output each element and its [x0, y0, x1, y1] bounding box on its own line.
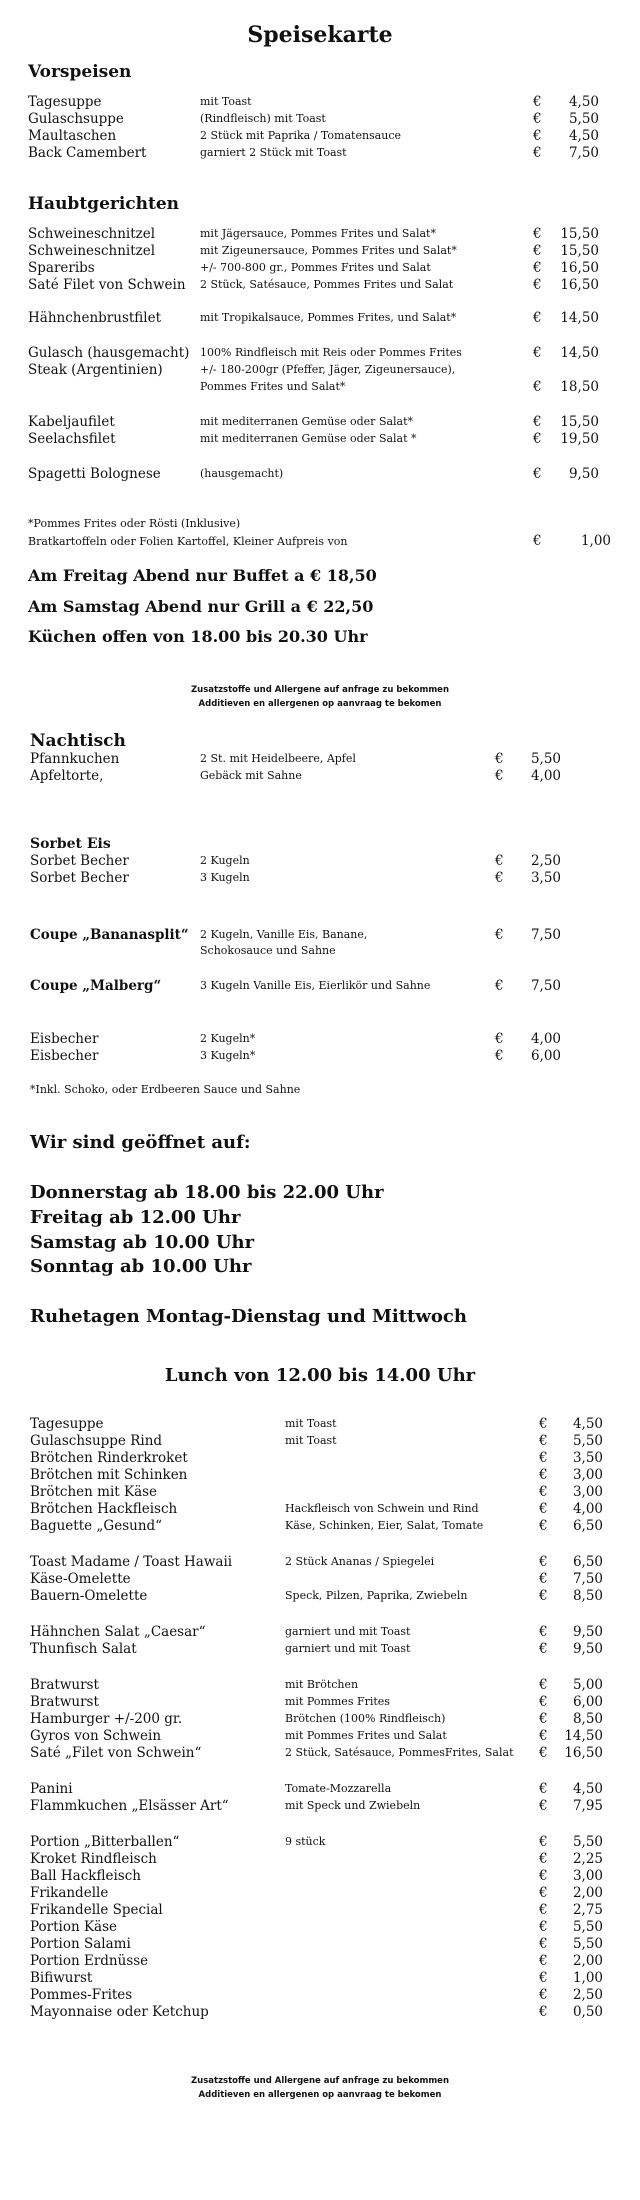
special-saturday: Am Samstag Abend nur Grill a € 22,50 [28, 597, 374, 616]
menu-item-row [28, 431, 603, 449]
menu-item-row [30, 1484, 607, 1502]
allergen-note-de: Zusatzstoffe und Allergene auf anfrage zu bekommen [191, 685, 449, 695]
item-desc: mit mediterranen Gemüse oder Salat* [200, 415, 414, 428]
currency-sign: € [533, 226, 542, 242]
currency-sign: € [495, 978, 504, 994]
price: 2,50 [572, 1987, 603, 2003]
currency-sign: € [539, 1987, 548, 2003]
currency-sign: € [533, 310, 542, 326]
item-name: Panini [30, 1781, 73, 1797]
item-desc: 3 Kugeln* [200, 1049, 256, 1062]
price: 3,50 [530, 870, 561, 886]
item-desc: mit Pommes Frites und Salat [285, 1729, 447, 1742]
dessert-heading: Nachtisch [30, 731, 126, 751]
item-desc: 2 Stück Ananas / Spiegelei [285, 1555, 435, 1568]
kitchen-hours: Küchen offen von 18.00 bis 20.30 Uhr [28, 627, 368, 646]
menu-item-row [30, 1501, 607, 1519]
special-friday: Am Freitag Abend nur Buffet a € 18,50 [28, 566, 377, 585]
item-desc: mit Toast [285, 1434, 337, 1447]
currency-sign: € [533, 379, 542, 395]
item-desc: mit Speck und Zwiebeln [285, 1799, 421, 1812]
currency-sign: € [539, 1919, 548, 1935]
menu-item-row [28, 466, 603, 484]
mains-note: *Pommes Frites oder Rösti (Inklusive) [28, 517, 241, 530]
item-desc: (Rindfleisch) mit Toast [200, 112, 326, 125]
menu-item-row [30, 1781, 607, 1799]
item-desc: 100% Rindfleisch mit Reis oder Pommes Frites [200, 346, 462, 359]
currency-sign: € [539, 1677, 548, 1693]
menu-item-row [30, 1031, 565, 1049]
item-desc: Käse, Schinken, Eier, Salat, Tomate [285, 1519, 484, 1532]
menu-item-row [30, 1919, 607, 1937]
price: 5,00 [572, 1677, 603, 1693]
price: 6,50 [572, 1554, 603, 1570]
currency-sign: € [539, 1745, 548, 1761]
item-desc: +/- 180-200gr (Pfeffer, Jäger, Zigeunersauce), [200, 363, 456, 376]
price: 4,50 [568, 128, 599, 144]
price: 3,00 [572, 1868, 603, 1884]
item-name: Brötchen Rinderkroket [30, 1450, 188, 1466]
item-name: Gulasch (hausgemacht) [28, 345, 190, 361]
mains-heading: Haubtgerichten [28, 194, 180, 214]
currency-sign: € [533, 128, 542, 144]
item-name: Baguette „Gesund“ [30, 1518, 163, 1534]
price: 4,50 [572, 1781, 603, 1797]
item-name: Bratwurst [30, 1694, 99, 1710]
menu-item-row [30, 1450, 607, 1468]
sorbet-heading: Sorbet Eis [30, 836, 111, 852]
item-desc: mit Jägersauce, Pommes Frites und Salat* [200, 227, 436, 240]
allergen-note-nl-bottom: Additieven en allergenen op aanvraag te bekomen [198, 2090, 442, 2100]
price: 2,00 [572, 1953, 603, 1969]
menu-item-row [30, 1433, 607, 1451]
menu-item-row [30, 1728, 607, 1746]
currency-sign: € [539, 1781, 548, 1797]
currency-sign: € [539, 1953, 548, 1969]
currency-sign: € [539, 1433, 548, 1449]
price: 15,50 [560, 226, 599, 242]
menu-item-row [28, 145, 603, 163]
currency-sign: € [533, 243, 542, 259]
currency-sign: € [539, 1641, 548, 1657]
menu-item-row [30, 1902, 607, 1920]
currency-sign: € [539, 1728, 548, 1744]
item-desc: mit Brötchen [285, 1678, 359, 1691]
currency-sign: € [539, 1834, 548, 1850]
currency-sign: € [539, 1624, 548, 1640]
menu-item-row [28, 260, 603, 278]
item-desc: 2 Kugeln* [200, 1032, 256, 1045]
menu-item-row [30, 2004, 607, 2022]
item-name: Brötchen mit Schinken [30, 1467, 188, 1483]
menu-item-row [30, 1677, 607, 1695]
item-name: Portion „Bitterballen“ [30, 1834, 180, 1850]
menu-item-row [30, 1624, 607, 1642]
item-desc: 2 Stück mit Paprika / Tomatensauce [200, 129, 401, 142]
price: 7,50 [572, 1571, 603, 1587]
item-name: Pommes-Frites [30, 1987, 133, 2003]
item-name: Seelachsfilet [28, 431, 116, 447]
price: 2,00 [572, 1885, 603, 1901]
lunch-heading: Lunch von 12.00 bis 14.00 Uhr [164, 1365, 476, 1386]
menu-item-row [28, 379, 603, 397]
currency-sign: € [533, 260, 542, 276]
opening-hours-line: Donnerstag ab 18.00 bis 22.00 Uhr [30, 1182, 384, 1203]
currency-sign: € [539, 1588, 548, 1604]
menu-item-row [30, 1970, 607, 1988]
item-desc: mit Pommes Frites [285, 1695, 390, 1708]
menu-item-row [30, 1987, 607, 2005]
menu-item-row [30, 1851, 607, 1869]
item-name: Hähnchen Salat „Caesar“ [30, 1624, 206, 1640]
price: 6,00 [530, 1048, 561, 1064]
item-name: Bratwurst [30, 1677, 99, 1693]
currency-sign: € [533, 277, 542, 293]
menu-item-row [28, 226, 603, 244]
currency-sign: € [539, 1936, 548, 1952]
currency-sign: € [533, 533, 542, 549]
item-name: Steak (Argentinien) [28, 362, 163, 378]
item-name: Portion Käse [30, 1919, 118, 1935]
item-name: Schweineschnitzel [28, 226, 156, 242]
menu-item-row [28, 111, 603, 129]
item-name: Spareribs [28, 260, 95, 276]
item-name: Gyros von Schwein [30, 1728, 162, 1744]
price: 19,50 [560, 431, 599, 447]
opening-hours-line: Sonntag ab 10.00 Uhr [30, 1256, 252, 1277]
currency-sign: € [539, 1694, 548, 1710]
starters-heading: Vorspeisen [28, 62, 132, 82]
item-desc: garniert 2 Stück mit Toast [200, 146, 347, 159]
item-name: Hähnchenbrustfilet [28, 310, 162, 326]
item-desc: Brötchen (100% Rindfleisch) [285, 1712, 446, 1725]
price: 14,50 [560, 345, 599, 361]
currency-sign: € [539, 1970, 548, 1986]
price: 3,00 [572, 1484, 603, 1500]
item-desc: mit Tropikalsauce, Pommes Frites, und Salat* [200, 311, 457, 324]
menu-item-row [30, 1571, 607, 1589]
currency-sign: € [539, 1554, 548, 1570]
price: 7,95 [572, 1798, 603, 1814]
item-desc: 2 Stück, Satésauce, PommesFrites, Salat [285, 1746, 514, 1759]
price: 3,00 [572, 1467, 603, 1483]
price: 9,50 [572, 1624, 603, 1640]
item-desc: Pommes Frites und Salat* [200, 380, 346, 393]
price: 16,50 [560, 260, 599, 276]
menu-item-row [30, 1711, 607, 1729]
price: 15,50 [560, 414, 599, 430]
price: 8,50 [572, 1588, 603, 1604]
item-name: Spagetti Bolognese [28, 466, 161, 482]
currency-sign: € [533, 111, 542, 127]
item-desc: Tomate-Mozzarella [285, 1782, 392, 1795]
currency-sign: € [539, 1416, 548, 1432]
price: 9,50 [572, 1641, 603, 1657]
price: 3,50 [572, 1450, 603, 1466]
currency-sign: € [533, 145, 542, 161]
item-name: Pfannkuchen [30, 751, 120, 767]
menu-item-row [30, 1868, 607, 1886]
item-desc: 2 Kugeln, Vanille Eis, Banane, [200, 928, 368, 941]
price: 2,50 [530, 853, 561, 869]
item-name: Portion Erdnüsse [30, 1953, 149, 1969]
currency-sign: € [495, 927, 504, 943]
item-name: Saté „Filet von Schwein“ [30, 1745, 202, 1761]
price: 4,50 [568, 94, 599, 110]
menu-item-row [28, 243, 603, 261]
item-desc: mit Toast [285, 1417, 337, 1430]
item-desc: 2 St. mit Heidelbeere, Apfel [200, 752, 356, 765]
item-desc: mit Zigeunersauce, Pommes Frites und Salat* [200, 244, 457, 257]
item-name: Flammkuchen „Elsässer Art“ [30, 1798, 229, 1814]
item-name: Eisbecher [30, 1048, 99, 1064]
item-desc: Speck, Pilzen, Paprika, Zwiebeln [285, 1589, 468, 1602]
menu-item-row [30, 1745, 607, 1763]
item-desc: +/- 700-800 gr., Pommes Frites und Salat [200, 261, 431, 274]
price: 0,50 [572, 2004, 603, 2020]
price: 5,50 [530, 751, 561, 767]
currency-sign: € [533, 414, 542, 430]
item-name: Saté Filet von Schwein [28, 277, 186, 293]
price: 9,50 [568, 466, 599, 482]
currency-sign: € [539, 1902, 548, 1918]
currency-sign: € [539, 2004, 548, 2020]
price: 4,50 [572, 1416, 603, 1432]
menu-item-row [30, 853, 565, 871]
menu-item-row [28, 310, 603, 328]
menu-item-row [28, 94, 603, 112]
item-name: Sorbet Becher [30, 853, 129, 869]
menu-item-row [30, 1416, 607, 1434]
price: 16,50 [560, 277, 599, 293]
item-name: Apfeltorte, [30, 768, 104, 784]
rest-days: Ruhetagen Montag-Dienstag und Mittwoch [30, 1306, 467, 1327]
price: 4,00 [572, 1501, 603, 1517]
menu-title: Speisekarte [247, 22, 393, 48]
menu-item-row [30, 1694, 607, 1712]
currency-sign: € [495, 751, 504, 767]
item-name: Brötchen mit Käse [30, 1484, 158, 1500]
item-desc: 2 Stück, Satésauce, Pommes Frites und Salat [200, 278, 454, 291]
item-name: Schweineschnitzel [28, 243, 156, 259]
price: 7,50 [530, 978, 561, 994]
price: 5,50 [572, 1433, 603, 1449]
menu-item-row [30, 1518, 607, 1536]
item-desc: garniert und mit Toast [285, 1642, 411, 1655]
item-name: Käse-Omelette [30, 1571, 131, 1587]
opening-hours-line: Samstag ab 10.00 Uhr [30, 1232, 255, 1253]
item-name: Gulaschsuppe Rind [30, 1433, 163, 1449]
currency-sign: € [495, 1031, 504, 1047]
item-desc: mit Toast [200, 95, 252, 108]
item-name: Coupe „Bananasplit“ [30, 927, 189, 943]
item-name: Bifiwurst [30, 1970, 93, 1986]
item-desc: Hackfleisch von Schwein und Rind [285, 1502, 479, 1515]
currency-sign: € [533, 94, 542, 110]
price: 5,50 [572, 1936, 603, 1952]
price: 7,50 [530, 927, 561, 943]
menu-item-row [30, 1588, 607, 1606]
item-name: Kroket Rindfleisch [30, 1851, 157, 1867]
menu-item-row [28, 277, 603, 295]
currency-sign: € [539, 1484, 548, 1500]
price: 1,00 [580, 533, 611, 549]
menu-item-row [30, 1953, 607, 1971]
coupe-bananasplit [30, 927, 570, 945]
item-name: Sorbet Becher [30, 870, 129, 886]
price: 2,75 [572, 1902, 603, 1918]
item-name: Thunfisch Salat [30, 1641, 137, 1657]
item-name: Toast Madame / Toast Hawaii [30, 1554, 233, 1570]
price: 7,50 [568, 145, 599, 161]
price: 14,50 [564, 1728, 603, 1744]
menu-item-row [30, 870, 565, 888]
item-desc: garniert und mit Toast [285, 1625, 411, 1638]
opening-hours-line: Freitag ab 12.00 Uhr [30, 1207, 241, 1228]
menu-item-row [28, 414, 603, 432]
currency-sign: € [539, 1798, 548, 1814]
mains-note-extra: Bratkartoffeln oder Folien Kartoffel, Kleiner Aufpreis von [28, 535, 348, 548]
currency-sign: € [539, 1571, 548, 1587]
item-name: Gulaschsuppe [28, 111, 124, 127]
item-name: Brötchen Hackfleisch [30, 1501, 178, 1517]
item-name: Frikandelle Special [30, 1902, 163, 1918]
price: 5,50 [572, 1919, 603, 1935]
currency-sign: € [533, 345, 542, 361]
menu-item-row [30, 1467, 607, 1485]
menu-item-row [30, 1798, 607, 1816]
currency-sign: € [539, 1518, 548, 1534]
item-desc: 3 Kugeln Vanille Eis, Eierlikör und Sahne [200, 979, 431, 992]
price: 15,50 [560, 243, 599, 259]
coupe-malberg [30, 978, 570, 996]
menu-item-row [30, 768, 565, 786]
item-name: Back Camembert [28, 145, 147, 161]
item-name: Maultaschen [28, 128, 117, 144]
item-name: Mayonnaise oder Ketchup [30, 2004, 209, 2020]
currency-sign: € [539, 1467, 548, 1483]
price: 5,50 [572, 1834, 603, 1850]
item-name: Portion Salami [30, 1936, 131, 1952]
price: 8,50 [572, 1711, 603, 1727]
menu-item-row [30, 1936, 607, 1954]
menu-item-row [28, 345, 603, 363]
menu-item-row [30, 1554, 607, 1572]
currency-sign: € [539, 1885, 548, 1901]
currency-sign: € [495, 768, 504, 784]
menu-item-row [30, 1641, 607, 1659]
price: 16,50 [564, 1745, 603, 1761]
price: 18,50 [560, 379, 599, 395]
currency-sign: € [539, 1450, 548, 1466]
item-name: Kabeljaufilet [28, 414, 115, 430]
coupe-bananasplit-desc-2: Schokosauce und Sahne [200, 944, 336, 957]
allergen-note-de-bottom: Zusatzstoffe und Allergene auf anfrage zu bekommen [191, 2076, 449, 2086]
currency-sign: € [533, 466, 542, 482]
item-name: Tagesuppe [28, 94, 102, 110]
item-desc: 3 Kugeln [200, 871, 250, 884]
item-name: Hamburger +/-200 gr. [30, 1711, 183, 1727]
item-name: Eisbecher [30, 1031, 99, 1047]
item-desc: (hausgemacht) [200, 467, 284, 480]
currency-sign: € [539, 1711, 548, 1727]
menu-item-row [28, 128, 603, 146]
item-desc: Gebäck mit Sahne [200, 769, 302, 782]
opening-hours-heading: Wir sind geöffnet auf: [30, 1132, 251, 1153]
price: 14,50 [560, 310, 599, 326]
currency-sign: € [495, 853, 504, 869]
item-name: Tagesuppe [30, 1416, 104, 1432]
currency-sign: € [539, 1501, 548, 1517]
menu-item-row [30, 1834, 607, 1852]
menu-item-row [30, 751, 565, 769]
currency-sign: € [495, 1048, 504, 1064]
item-name: Frikandelle [30, 1885, 109, 1901]
price: 6,50 [572, 1518, 603, 1534]
item-desc: 2 Kugeln [200, 854, 250, 867]
currency-sign: € [495, 870, 504, 886]
price: 4,00 [530, 768, 561, 784]
item-desc: mit mediterranen Gemüse oder Salat * [200, 432, 417, 445]
price: 5,50 [568, 111, 599, 127]
eisbecher-note: *Inkl. Schoko, oder Erdbeeren Sauce und Sahne [30, 1083, 301, 1096]
item-name: Ball Hackfleisch [30, 1868, 141, 1884]
price: 6,00 [572, 1694, 603, 1710]
item-desc: 9 stück [285, 1835, 326, 1848]
price: 4,00 [530, 1031, 561, 1047]
allergen-note-nl: Additieven en allergenen op aanvraag te bekomen [198, 699, 442, 709]
menu-item-row [28, 362, 603, 380]
item-name: Bauern-Omelette [30, 1588, 148, 1604]
item-name: Coupe „Malberg“ [30, 978, 162, 994]
currency-sign: € [539, 1868, 548, 1884]
currency-sign: € [539, 1851, 548, 1867]
price: 2,25 [572, 1851, 603, 1867]
price: 1,00 [572, 1970, 603, 1986]
currency-sign: € [533, 431, 542, 447]
menu-item-row [30, 1885, 607, 1903]
menu-item-row [30, 1048, 565, 1066]
